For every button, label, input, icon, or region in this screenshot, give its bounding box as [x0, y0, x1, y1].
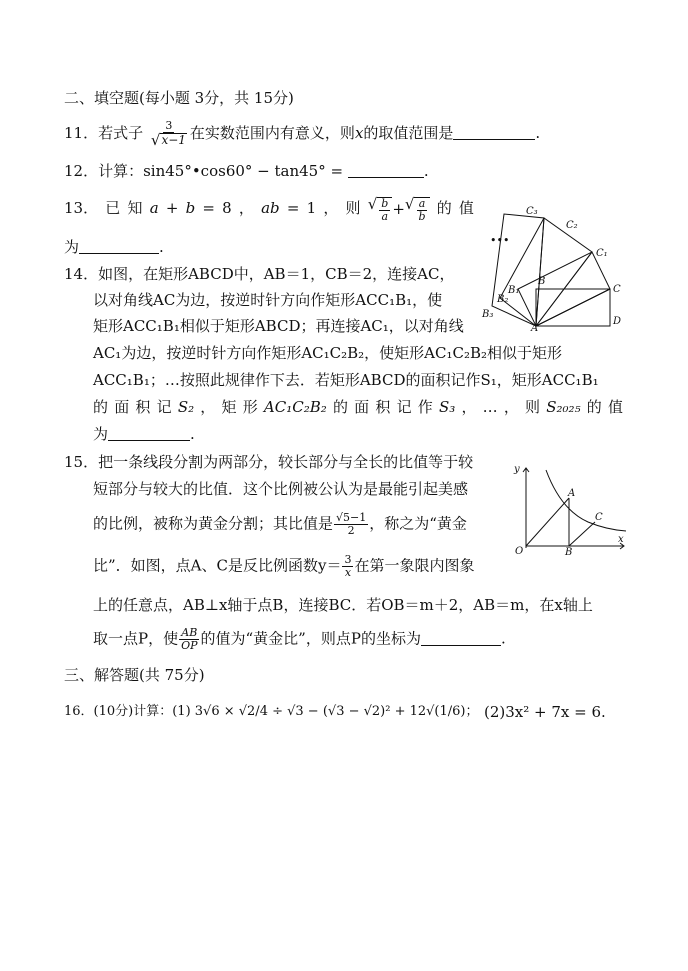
label-c3: C₃	[526, 206, 538, 217]
question-14-line-2: 以对角线AC为边，按逆时针方向作矩形ACC₁B₁，使	[93, 291, 443, 309]
question-14-line-3: 矩形ACC₁B₁相似于矩形ABCD；再连接AC₁，以对角线	[93, 317, 464, 335]
section-2-title: 二、填空题(每小题 3分，共 15分)	[64, 89, 294, 107]
q14-line6-token: 值	[607, 398, 623, 416]
label-a: A	[568, 488, 576, 499]
q11-fraction: 3 √ x−1	[150, 119, 186, 149]
q14-line6-token: AC₁C₂B₂	[263, 398, 327, 416]
label-b: B	[538, 276, 546, 287]
label-b1: B₁	[508, 285, 520, 296]
q14-line6-token: S₃	[438, 398, 456, 416]
golden-ratio-fraction: $\frac{√5-1}{2}$	[336, 511, 367, 537]
answer-blank-11[interactable]	[453, 125, 535, 140]
label-d: D	[613, 316, 622, 327]
continuation-dots: •••	[490, 234, 510, 247]
q14-line6-token: 的	[586, 398, 602, 416]
q14-line6-token: 形	[242, 398, 258, 416]
figure-15-inverse-function	[508, 462, 632, 556]
q14-line6-token: S₂₀₂₅	[546, 398, 581, 416]
question-15-line-4: 比”．如图，点A、C是反比例函数y＝ $\frac{3}{x}$ 在第一象限内图象	[93, 553, 475, 579]
label-c: C	[613, 284, 621, 295]
q14-line6-token: 记	[156, 398, 172, 416]
label-a: A	[531, 323, 539, 334]
question-16-part-1: 16．(10分)计算：(1) 3√6 × √2/4 ÷ √3 − (√3 − √2)² + 12√(1/6)；	[64, 704, 479, 719]
question-14-line-7: 为 .	[93, 425, 195, 443]
label-c: C	[595, 512, 603, 523]
q14-line6-token: 面	[354, 398, 370, 416]
q14-line6-token: 积	[135, 398, 151, 416]
q14-line6-token: ，	[461, 398, 477, 416]
question-15-line-2: 短部分与较大的比值．这个比例被公认为是最能引起美感	[93, 480, 469, 498]
q14-line6-token: 积	[375, 398, 391, 416]
label-c1: C₁	[596, 248, 608, 259]
label-b: B	[565, 547, 573, 556]
q14-line6-token: 的	[332, 398, 348, 416]
q14-line6-token: 则	[525, 398, 541, 416]
question-16-part-2: (2)3x² + 7x = 6.	[484, 703, 606, 721]
segment-bc	[569, 522, 595, 546]
label-c2: C₂	[566, 220, 578, 231]
q14-line6-token: ，	[200, 398, 216, 416]
answer-blank-13[interactable]	[79, 239, 159, 254]
q14-line6-token: 面	[114, 398, 130, 416]
question-14-line-6	[93, 396, 623, 418]
question-15-line-1: 15．把一条线段分割为两部分，较长部分与全长的比值等于较	[64, 453, 474, 471]
label-b2: B₂	[497, 294, 509, 305]
question-14-line-1: 14．如图，在矩形ABCD中，AB＝1，CB＝2，连接AC，	[64, 265, 455, 283]
rect-ac1c2b2	[500, 218, 592, 326]
answer-blank-14[interactable]	[108, 426, 190, 441]
function-fraction: $\frac{3}{x}$	[344, 553, 352, 579]
question-13-line-2: 为 .	[64, 238, 164, 256]
segment-oa	[526, 498, 569, 546]
question-14-line-5: ACC₁B₁；…按照此规律作下去．若矩形ABCD的面积记作S₁，矩形ACC₁B₁	[93, 371, 599, 389]
q14-line6-token: S₂	[177, 398, 195, 416]
question-15-line-6: 取一点P，使 $\frac{AB}{OP}$ 的值为“黄金比”，则点P的坐标为 .	[93, 626, 506, 652]
label-b3: B₃	[482, 309, 494, 320]
question-12: 12．计算：sin45°•cos60° − tan45° = .	[64, 162, 429, 180]
label-o: O	[515, 546, 524, 556]
question-15-line-5: 上的任意点，AB⊥x轴于点B，连接BC．若OB＝m＋2，AB＝m，在x轴上	[93, 596, 593, 614]
q13-expression: √ $\frac{b}{a}$ + √ $\frac{a}{b}$	[368, 197, 430, 223]
q14-line6-token: 的	[93, 398, 109, 416]
question-11: 11．若式子 3 √ x−1 在实数范围内有意义，则x的取值范围是 .	[64, 119, 541, 149]
function-curve	[546, 470, 626, 531]
q14-line6-token: 记	[396, 398, 412, 416]
q14-line6-token: ，	[503, 398, 519, 416]
q14-line6-token: …	[482, 398, 498, 416]
q14-line6-token: 矩	[221, 398, 237, 416]
question-13: 13． 已 知 a + b = 8 ， ab = 1 ， 则 √ $\frac{b}{a}$ + √ $\frac{a}{b}$ 的 值	[64, 195, 474, 223]
answer-blank-15[interactable]	[421, 631, 501, 646]
figure-14-rectangles	[478, 200, 630, 334]
question-15-line-3: 的比例，被称为黄金分割；其比值是 $\frac{√5-1}{2}$ ，称之为“黄金	[93, 511, 467, 537]
q14-line6-token: 作	[417, 398, 433, 416]
ratio-fraction: $\frac{AB}{OP}$	[181, 626, 198, 652]
label-x: x	[618, 534, 624, 545]
answer-blank-12[interactable]	[348, 163, 424, 178]
section-3-title: 三、解答题(共 75分)	[64, 666, 205, 684]
question-14-line-4: AC₁为边，按逆时针方向作矩形AC₁C₂B₂，使矩形AC₁C₂B₂相似于矩形	[93, 344, 563, 362]
label-y: y	[514, 464, 520, 475]
